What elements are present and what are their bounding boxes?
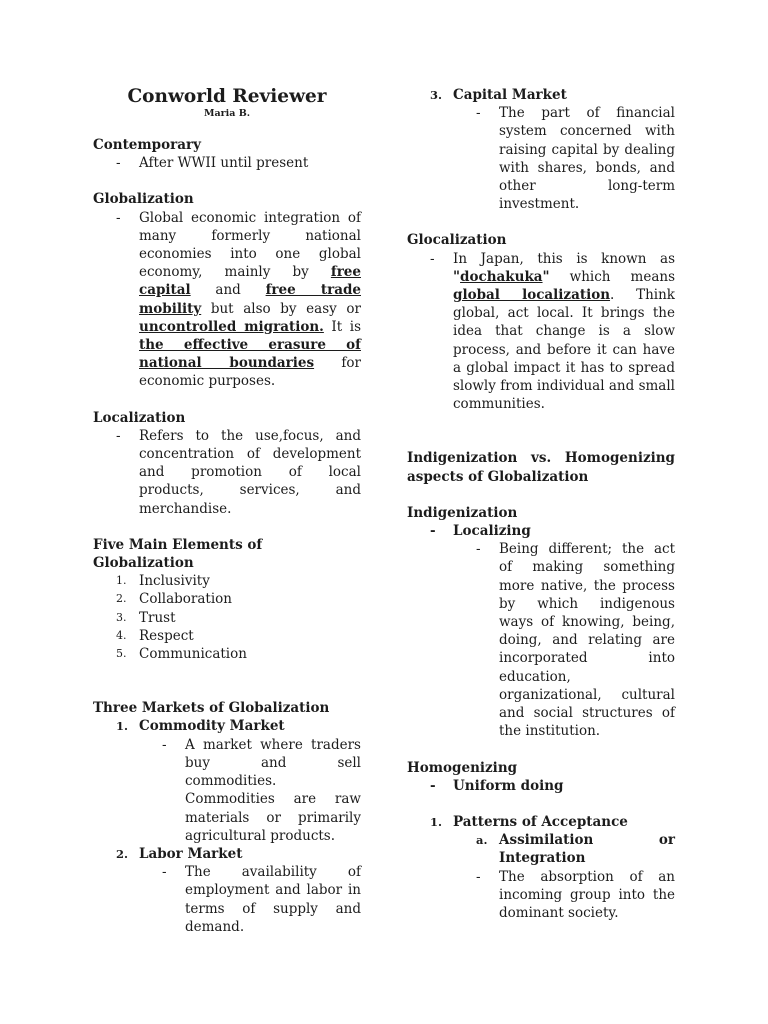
- list-item: 5. Communication: [116, 646, 247, 663]
- heading-glocalization: Glocalization: [407, 232, 507, 249]
- indigenization-sub: - Localizing: [453, 522, 675, 540]
- indigenization-desc: - Being different; the act of making something more native, the process by which indigenous ways of knowing, being, doing, and relating are incorporated into education, organizational, cultural and social structures of the institution.: [499, 540, 675, 740]
- heading-localization: Localization: [93, 409, 186, 426]
- assimilation-desc: - The absorption of an incoming group into the dominant society.: [499, 868, 675, 923]
- list-item: 2. Collaboration: [116, 591, 232, 608]
- localization-definition: - Refers to the use,focus, and concentration of development and promotion of local products, services, and merchandise.: [139, 427, 361, 518]
- heading-indigenization: Indigenization: [407, 504, 518, 521]
- term-uncontrolled-migration: uncontrolled migration.: [139, 318, 324, 335]
- market-capital-desc: - The part of financial system concerned with raising capital by dealing with shares, bonds, and other long-term investment.: [499, 104, 675, 213]
- globalization-definition: - Global economic integration of many formerly national economies into one global economy, mainly by free capital and free trade mobility but also by easy or uncontrolled migration. It is the effective erasure of national boundaries for economic purposes.: [139, 209, 361, 391]
- term-global-localization: global localization: [453, 287, 611, 304]
- document-title: Conworld Reviewer: [127, 86, 327, 107]
- market-commodity: 1. Commodity Market: [116, 718, 285, 735]
- heading-contemporary: Contemporary: [93, 137, 201, 153]
- term-free-capital: free capital: [139, 264, 361, 299]
- heading-homogenizing: Homogenizing: [407, 759, 518, 776]
- left-column: [93, 86, 361, 936]
- term-dochakuka: dochakuka: [460, 268, 543, 285]
- right-column: [407, 86, 675, 922]
- market-commodity-desc: - A market where traders buy and sell commodities. Commodities are raw materials or primarily agricultural products.: [185, 736, 361, 845]
- document-author: Maria B.: [203, 108, 251, 119]
- heading-indig-vs-homog: Indigenization vs. Homogenizing aspects of Globalization: [407, 450, 675, 485]
- term-erasure-of-boundaries: the effective erasure of national boundaries: [139, 337, 361, 372]
- homogenizing-sub: - Uniform doing: [453, 777, 675, 795]
- heading-five-elements: Five Main Elements of Globalization: [93, 536, 263, 572]
- market-labor-desc: - The availability of employment and labor in terms of supply and demand.: [185, 863, 361, 936]
- term-free-trade-mobility: free trade mobility: [139, 282, 361, 317]
- market-labor: 2. Labor Market: [116, 845, 243, 862]
- heading-globalization: Globalization: [93, 191, 194, 208]
- contemporary-item: - After WWII until present: [139, 154, 361, 172]
- list-item: 4. Respect: [116, 627, 194, 644]
- glocalization-definition: - In Japan, this is known as "dochakuka" which means global localization. Think global, act local. It brings the idea that change is a slow process, and before it can have a global impact it has to spread slowly from individual and small communities.: [453, 250, 675, 414]
- assimilation-heading: a. Assimilation or Integration: [476, 832, 675, 867]
- list-item: 3. Trust: [116, 609, 176, 626]
- list-item: 1. Inclusivity: [116, 573, 210, 590]
- patterns-of-acceptance: 1. Patterns of Acceptance: [430, 813, 628, 830]
- market-capital: 3. Capital Market: [430, 87, 567, 103]
- heading-three-markets: Three Markets of Globalization: [93, 700, 330, 717]
